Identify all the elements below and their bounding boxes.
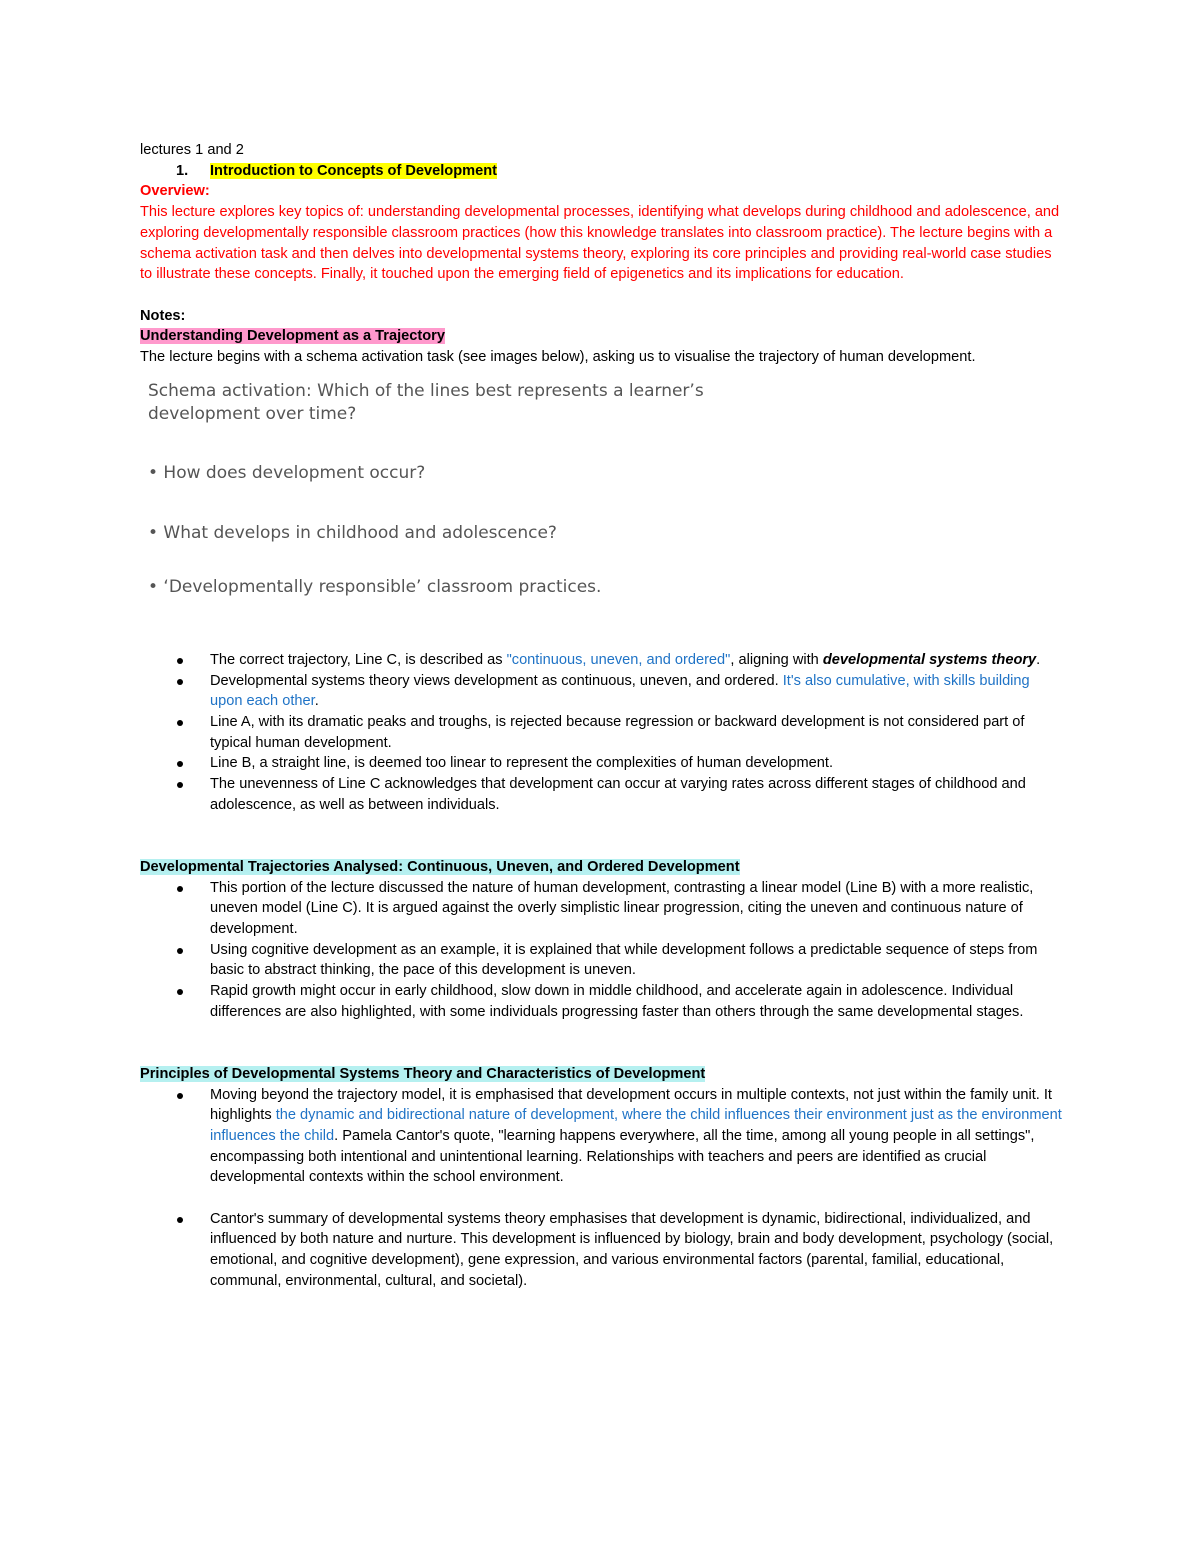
- notes-label: Notes:: [140, 307, 186, 324]
- numbered-heading: [140, 161, 1062, 182]
- list-item: Rapid growth might occur in early childhood, slow down in middle childhood, and accelerate again in adolescence. Individual differences are also highlighted, with some individuals progressing faster than others through the same developmental stages.: [210, 981, 1062, 1022]
- slide-question-line2: development over time?: [148, 403, 357, 424]
- list-item: Line B, a straight line, is deemed too linear to represent the complexities of human development.: [210, 753, 1062, 774]
- list-item: Moving beyond the trajectory model, it is emphasised that development occurs in multiple contexts, not just within the family unit. It highlights the dynamic and bidirectional nature of development, where the child influences their environment just as the environment influences the child. Pamela Cantor's quote, "learning happens everywhere, all the time, among all young people in all settings", encompassing both intentional and unintentional learning. Relationships with teachers and peers are identified as crucial developmental contexts within the school environment.: [210, 1085, 1062, 1189]
- list-item: This portion of the lecture discussed the nature of human development, contrasting a linear model (Line B) with a more realistic, uneven model (Line C). It is argued against the overly simplistic linear progression, citing the uneven and continuous nature of development.: [210, 878, 1062, 940]
- list-item: Developmental systems theory views development as continuous, uneven, and ordered. It's also cumulative, with skills building upon each other.: [210, 671, 1062, 712]
- list-item: Line A, with its dramatic peaks and troughs, is rejected because regression or backward development is not considered part of typical human development.: [210, 712, 1062, 753]
- section1-heading: Understanding Development as a Trajectory: [140, 328, 445, 345]
- overview-label: Overview:: [140, 183, 210, 200]
- list-item: Cantor's summary of developmental systems theory emphasises that development is dynamic, bidirectional, individualized, and influenced by both nature and nurture. This development is influenced by biology, brain and body development, psychology (social, emotional, and cognitive development), gene expression, and various environmental factors (parental, familial, educational, communal, environmental, cultural, and societal).: [210, 1209, 1062, 1292]
- lectures-label: lectures 1 and 2: [140, 142, 244, 158]
- section2-bullets: [140, 878, 1062, 1023]
- document-page: [140, 140, 1062, 1292]
- slide-question-line1: Schema activation: Which of the lines best represents a learner’s: [148, 380, 704, 401]
- section3-heading: Principles of Developmental Systems Theory and Characteristics of Development: [140, 1065, 706, 1082]
- list-item: Using cognitive development as an example, it is explained that while development follows a predictable sequence of steps from basic to abstract thinking, the pace of this development is uneven.: [210, 940, 1062, 981]
- slide-bullet-3: • ‘Developmentally responsible’ classroom practices.: [148, 577, 602, 598]
- section1-intro: The lecture begins with a schema activation task (see images below), asking us to visualise the trajectory of human development.: [140, 349, 976, 366]
- overview-text: This lecture explores key topics of: understanding developmental processes, identifying what develops during childhood and adolescence, and exploring developmentally responsible classroom practices (how this knowledge translates into classroom practice). The lecture begins with a schema activation task and then delves into developmental systems theory, exploring its core principles and providing real-world case studies to illustrate these concepts. Finally, it touched upon the emerging field of epigenetics and its implications for education.: [140, 204, 1060, 283]
- section2-heading: Developmental Trajectories Analysed: Continuous, Uneven, and Ordered Development: [140, 858, 740, 875]
- schema-activation-slide: [148, 380, 1062, 598]
- slide-bullet-1: • How does development occur?: [148, 462, 426, 483]
- slide-bullet-2: • What develops in childhood and adolescence?: [148, 523, 557, 544]
- heading-title: Introduction to Concepts of Development: [210, 162, 498, 179]
- section1-bullets: [140, 650, 1062, 816]
- list-item: The unevenness of Line C acknowledges that development can occur at varying rates across different stages of childhood and adolescence, as well as between individuals.: [210, 774, 1062, 815]
- list-item: The correct trajectory, Line C, is described as "continuous, uneven, and ordered", aligning with developmental systems theory.: [210, 650, 1062, 671]
- heading-number: 1.: [176, 162, 189, 179]
- section3-bullets: [140, 1085, 1062, 1292]
